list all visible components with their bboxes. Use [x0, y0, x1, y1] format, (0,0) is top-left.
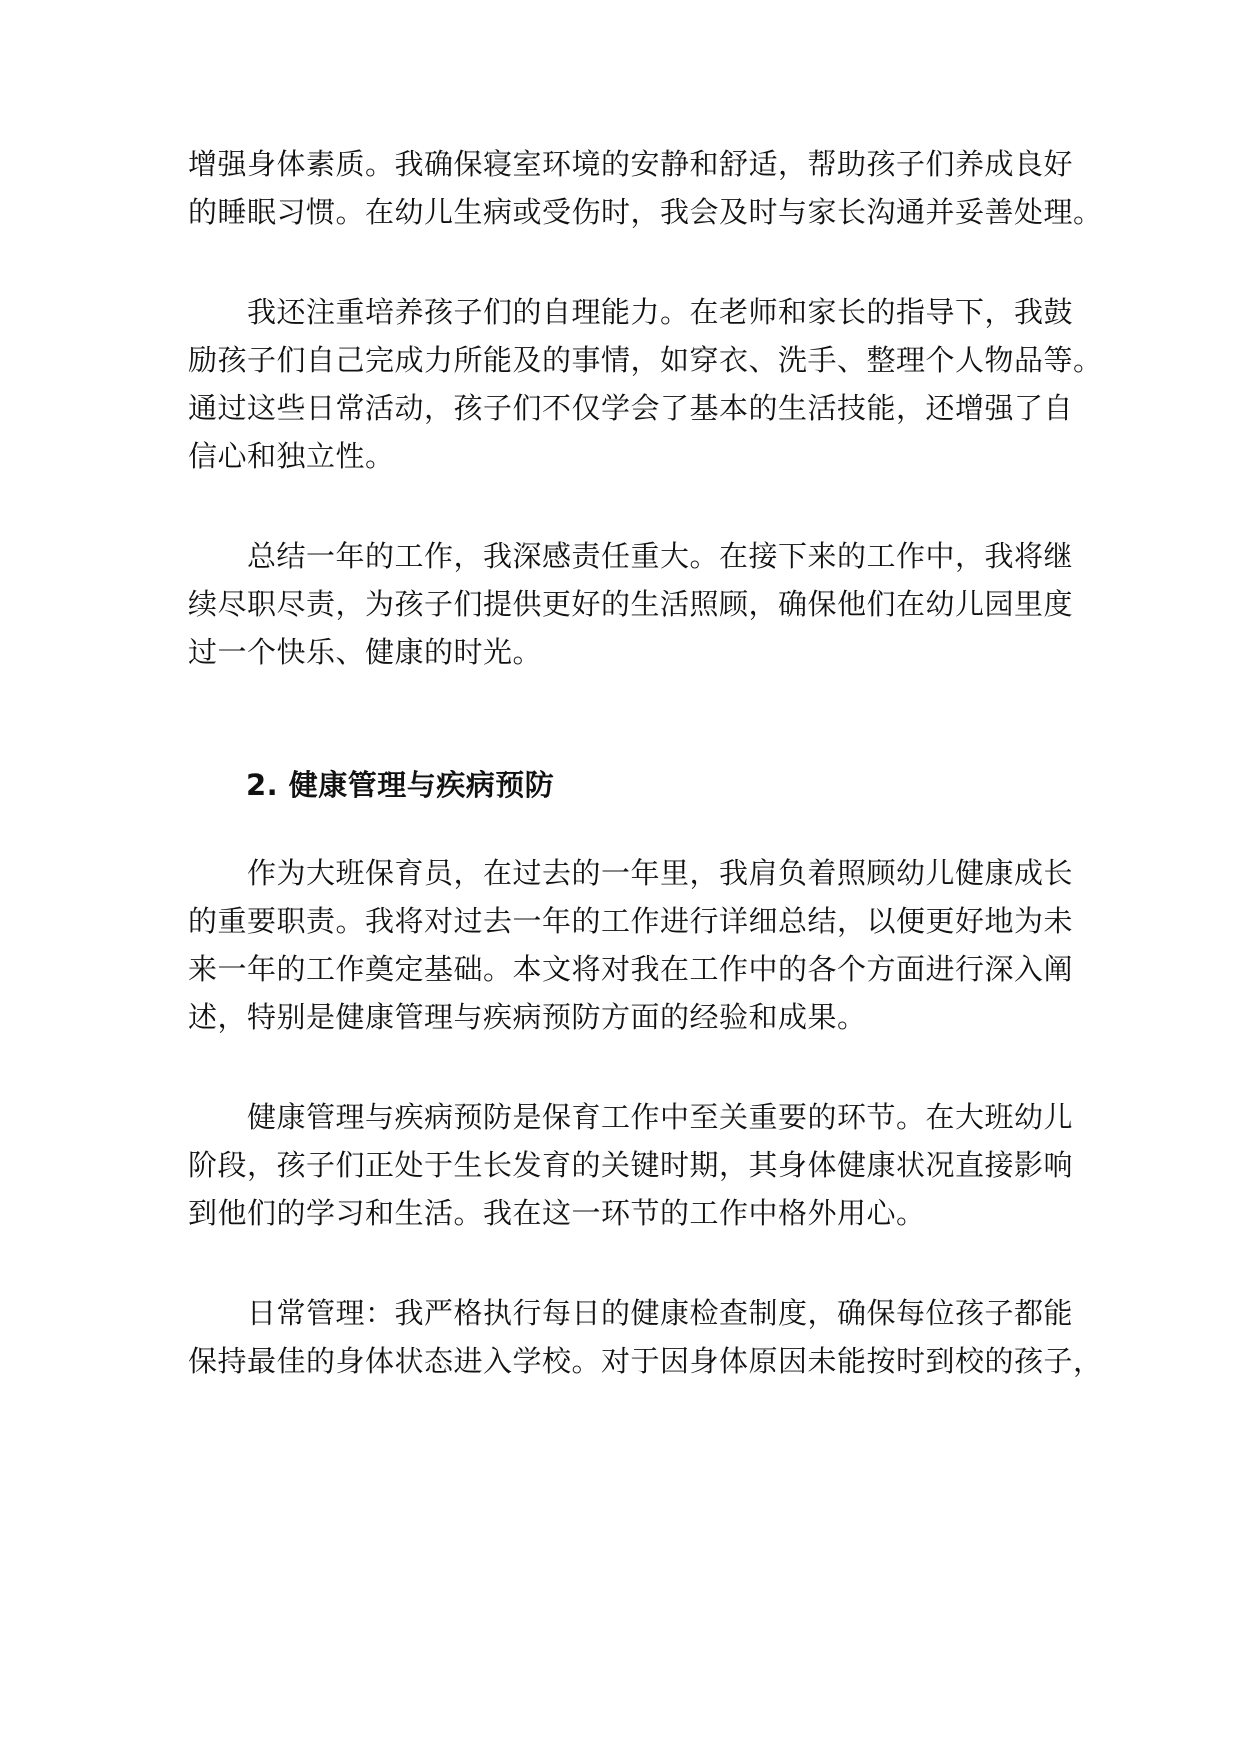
text-line: 总结一年的工作，我深感责任重大。在接下来的工作中，我将继: [188, 539, 1074, 573]
section-heading: 2. 健康管理与疾病预防: [246, 768, 555, 802]
paragraph-role-intro: [188, 849, 1074, 1041]
text-line: 增强身体素质。我确保寝室环境的安静和舒适，帮助孩子们养成良好: [188, 147, 1074, 181]
document-body: [188, 140, 1103, 1385]
text-line: 通过这些日常活动，孩子们不仅学会了基本的生活技能，还增强了自: [188, 391, 1074, 425]
paragraph-self-care: [188, 288, 1103, 480]
paragraph-health-importance: [188, 1093, 1074, 1237]
text-line: 健康管理与疾病预防是保育工作中至关重要的环节。在大班幼儿: [188, 1100, 1074, 1134]
text-line: 保持最佳的身体状态进入学校。对于因身体原因未能按时到校的孩子，: [188, 1344, 1103, 1378]
text-line: 续尽职尽责，为孩子们提供更好的生活照顾，确保他们在幼儿园里度: [188, 587, 1074, 621]
text-line: 作为大班保育员，在过去的一年里，我肩负着照顾幼儿健康成长: [188, 856, 1074, 890]
text-line: 的重要职责。我将对过去一年的工作进行详细总结，以便更好地为未: [188, 904, 1074, 938]
text-line: 来一年的工作奠定基础。本文将对我在工作中的各个方面进行深入阐: [188, 952, 1074, 986]
paragraph-summary: [188, 532, 1074, 676]
paragraph-daily-management: [188, 1289, 1103, 1385]
text-line: 励孩子们自己完成力所能及的事情，如穿衣、洗手、整理个人物品等。: [188, 343, 1103, 377]
text-line: 到他们的学习和生活。我在这一环节的工作中格外用心。: [188, 1196, 926, 1230]
text-line: 信心和独立性。: [188, 439, 395, 473]
text-line: 阶段，孩子们正处于生长发育的关键时期，其身体健康状况直接影响: [188, 1148, 1074, 1182]
text-line: 过一个快乐、健康的时光。: [188, 635, 543, 669]
text-line: 我还注重培养孩子们的自理能力。在老师和家长的指导下，我鼓: [188, 295, 1074, 329]
text-line: 日常管理：我严格执行每日的健康检查制度，确保每位孩子都能: [188, 1296, 1074, 1330]
paragraph-sleep-health: [188, 140, 1103, 236]
text-line: 的睡眠习惯。在幼儿生病或受伤时，我会及时与家长沟通并妥善处理。: [188, 195, 1103, 229]
text-line: 述，特别是健康管理与疾病预防方面的经验和成果。: [188, 1000, 867, 1034]
